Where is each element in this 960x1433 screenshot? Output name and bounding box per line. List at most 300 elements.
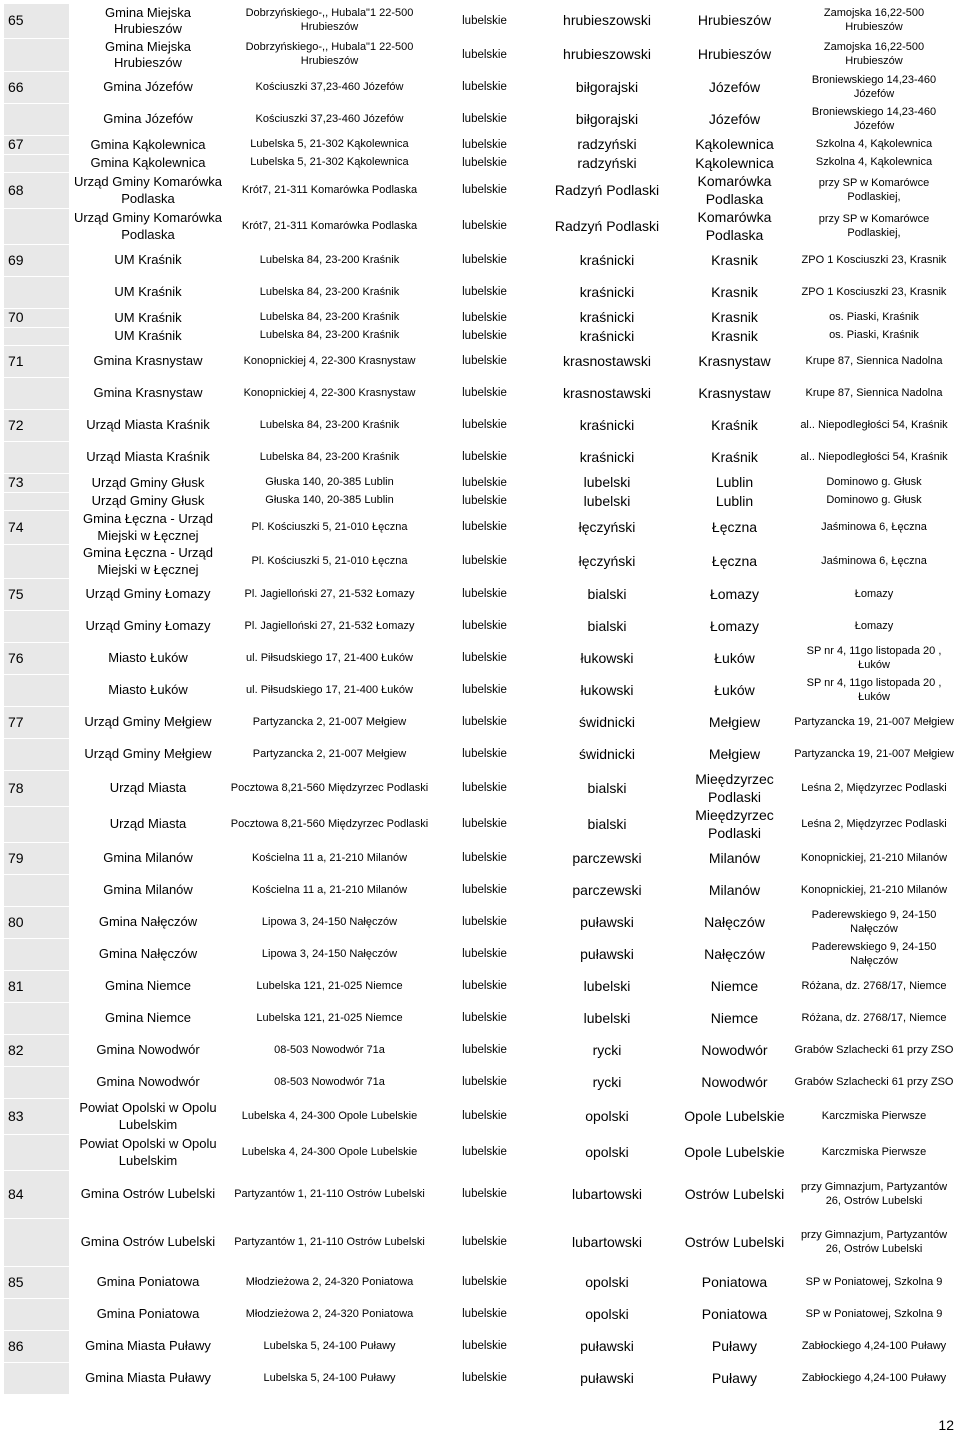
- table-row: [4, 1099, 956, 1135]
- table-row: [4, 1267, 956, 1299]
- municipality-cell: Puławy: [677, 1363, 792, 1395]
- municipality-cell: Nowodwór: [677, 1067, 792, 1099]
- entity-name-cell: Urząd Gminy Komarówka Podlaska: [69, 173, 227, 209]
- voivodeship-cell: lubelskie: [432, 771, 537, 807]
- municipality-cell: Łęczna: [677, 545, 792, 579]
- entity-name-cell: Urząd Gminy Łomazy: [69, 611, 227, 643]
- table-row: [4, 72, 956, 104]
- voivodeship-cell: lubelskie: [432, 1299, 537, 1331]
- table-row: [4, 104, 956, 136]
- entity-name-cell: Gmina Nowodwór: [69, 1035, 227, 1067]
- voivodeship-cell: lubelskie: [432, 511, 537, 545]
- table-row: [4, 875, 956, 907]
- table-row: [4, 277, 956, 309]
- entity-address-cell: Kościuszki 37,23-460 Józefów: [227, 72, 432, 104]
- entity-name-cell: Gmina Miejska Hrubieszów: [69, 4, 227, 38]
- row-number-cell: 84: [4, 1171, 69, 1219]
- voivodeship-cell: lubelskie: [432, 378, 537, 410]
- table-row: [4, 971, 956, 1003]
- location-cell: SP nr 4, 11go listopada 20 , Łuków: [792, 675, 956, 707]
- entity-address-cell: Lubelska 5, 21-302 Kąkolewnica: [227, 136, 432, 155]
- county-cell: rycki: [537, 1035, 677, 1067]
- row-number-cell: 74: [4, 511, 69, 545]
- entity-name-cell: Gmina Nałęczów: [69, 939, 227, 971]
- entity-address-cell: ul. Piłsudskiego 17, 21-400 Łuków: [227, 675, 432, 707]
- county-cell: puławski: [537, 1331, 677, 1363]
- voivodeship-cell: lubelskie: [432, 72, 537, 104]
- row-number-cell: [4, 104, 69, 136]
- row-number-cell: [4, 154, 69, 173]
- municipality-cell: Ostrów Lubelski: [677, 1219, 792, 1267]
- entity-address-cell: Lubelska 4, 24-300 Opole Lubelskie: [227, 1099, 432, 1135]
- voivodeship-cell: lubelskie: [432, 1171, 537, 1219]
- location-cell: al.. Niepodległości 54, Kraśnik: [792, 410, 956, 442]
- table-row: [4, 1035, 956, 1067]
- county-cell: lubelski: [537, 492, 677, 511]
- entity-address-cell: Lubelska 4, 24-300 Opole Lubelskie: [227, 1135, 432, 1171]
- entity-name-cell: Gmina Krasnystaw: [69, 346, 227, 378]
- entity-address-cell: Konopnickiej 4, 22-300 Krasnystaw: [227, 378, 432, 410]
- entity-name-cell: Gmina Kąkolewnica: [69, 136, 227, 155]
- entity-address-cell: Pl. Kościuszki 5, 21-010 Łęczna: [227, 545, 432, 579]
- row-number-cell: 85: [4, 1267, 69, 1299]
- entity-address-cell: Kościelna 11 a, 21-210 Milanów: [227, 875, 432, 907]
- location-cell: Różana, dz. 2768/17, Niemce: [792, 1003, 956, 1035]
- row-number-cell: 66: [4, 72, 69, 104]
- municipality-cell: Łuków: [677, 675, 792, 707]
- entity-address-cell: Lubelska 5, 21-302 Kąkolewnica: [227, 154, 432, 173]
- entity-address-cell: Lubelska 121, 21-025 Niemce: [227, 1003, 432, 1035]
- county-cell: puławski: [537, 939, 677, 971]
- table-row: [4, 511, 956, 545]
- row-number-cell: [4, 739, 69, 771]
- row-number-cell: 86: [4, 1331, 69, 1363]
- entity-name-cell: UM Kraśnik: [69, 245, 227, 277]
- voivodeship-cell: lubelskie: [432, 739, 537, 771]
- location-cell: Karczmiska Pierwsze: [792, 1135, 956, 1171]
- entity-address-cell: Głuska 140, 20-385 Lublin: [227, 474, 432, 493]
- county-cell: hrubieszowski: [537, 38, 677, 72]
- location-cell: SP w Poniatowej, Szkolna 9: [792, 1299, 956, 1331]
- voivodeship-cell: lubelskie: [432, 327, 537, 346]
- entity-name-cell: Urząd Gminy Komarówka Podlaska: [69, 209, 227, 245]
- municipality-cell: Kąkolewnica: [677, 154, 792, 173]
- location-cell: Paderewskiego 9, 24-150 Nałęczów: [792, 939, 956, 971]
- county-cell: krasnostawski: [537, 378, 677, 410]
- county-cell: puławski: [537, 907, 677, 939]
- entity-name-cell: Gmina Kąkolewnica: [69, 154, 227, 173]
- entity-name-cell: Urząd Gminy Mełgiew: [69, 707, 227, 739]
- location-cell: Konopnickiej, 21-210 Milanów: [792, 843, 956, 875]
- entity-address-cell: 08-503 Nowodwór 71a: [227, 1035, 432, 1067]
- entity-address-cell: Pocztowa 8,21-560 Międzyrzec Podlaski: [227, 807, 432, 843]
- municipality-cell: Krasnik: [677, 277, 792, 309]
- county-cell: rycki: [537, 1067, 677, 1099]
- table-row: [4, 1331, 956, 1363]
- table-row: [4, 154, 956, 173]
- table-row: [4, 474, 956, 493]
- municipality-cell: Niemce: [677, 1003, 792, 1035]
- table-row: [4, 843, 956, 875]
- row-number-cell: 72: [4, 410, 69, 442]
- entity-address-cell: Lubelska 121, 21-025 Niemce: [227, 971, 432, 1003]
- voivodeship-cell: lubelskie: [432, 807, 537, 843]
- row-number-cell: 81: [4, 971, 69, 1003]
- municipality-cell: Mieędzyrzec Podlaski: [677, 807, 792, 843]
- entity-name-cell: Gmina Milanów: [69, 843, 227, 875]
- voivodeship-cell: lubelskie: [432, 875, 537, 907]
- voivodeship-cell: lubelskie: [432, 410, 537, 442]
- voivodeship-cell: lubelskie: [432, 492, 537, 511]
- row-number-cell: [4, 209, 69, 245]
- voivodeship-cell: lubelskie: [432, 309, 537, 328]
- location-cell: Łomazy: [792, 579, 956, 611]
- location-cell: Dominowo g. Głusk: [792, 492, 956, 511]
- municipality-cell: Hrubieszów: [677, 38, 792, 72]
- entity-address-cell: Młodzieżowa 2, 24-320 Poniatowa: [227, 1299, 432, 1331]
- municipality-cell: Kraśnik: [677, 442, 792, 474]
- county-cell: bialski: [537, 579, 677, 611]
- entity-name-cell: Gmina Ostrów Lubelski: [69, 1219, 227, 1267]
- location-cell: SP w Poniatowej, Szkolna 9: [792, 1267, 956, 1299]
- table-row: [4, 209, 956, 245]
- table-row: [4, 245, 956, 277]
- voivodeship-cell: lubelskie: [432, 1003, 537, 1035]
- location-cell: Konopnickiej, 21-210 Milanów: [792, 875, 956, 907]
- table-row: [4, 1171, 956, 1219]
- county-cell: łukowski: [537, 643, 677, 675]
- entity-name-cell: UM Kraśnik: [69, 277, 227, 309]
- entity-name-cell: Urząd Miasta: [69, 771, 227, 807]
- table-row: [4, 4, 956, 38]
- entity-name-cell: Miasto Łuków: [69, 643, 227, 675]
- voivodeship-cell: lubelskie: [432, 707, 537, 739]
- row-number-cell: [4, 1067, 69, 1099]
- municipality-cell: Komarówka Podlaska: [677, 173, 792, 209]
- entity-address-cell: ul. Piłsudskiego 17, 21-400 Łuków: [227, 643, 432, 675]
- location-cell: przy Gimnazjum, Partyzantów 26, Ostrów Lubelski: [792, 1219, 956, 1267]
- location-cell: ZPO 1 Kosciuszki 23, Krasnik: [792, 245, 956, 277]
- page-number: 12: [938, 1417, 954, 1433]
- entity-address-cell: Dobrzyńskiego-,, Hubala"1 22-500 Hrubieszów: [227, 4, 432, 38]
- row-number-cell: [4, 1135, 69, 1171]
- location-cell: Zamojska 16,22-500 Hrubieszów: [792, 4, 956, 38]
- county-cell: kraśnicki: [537, 245, 677, 277]
- entity-name-cell: Powiat Opolski w Opolu Lubelskim: [69, 1099, 227, 1135]
- entity-address-cell: Pl. Jagielloński 27, 21-532 Łomazy: [227, 611, 432, 643]
- location-cell: Szkolna 4, Kąkolewnica: [792, 154, 956, 173]
- municipality-cell: Poniatowa: [677, 1299, 792, 1331]
- table-row: [4, 309, 956, 328]
- voivodeship-cell: lubelskie: [432, 154, 537, 173]
- row-number-cell: [4, 545, 69, 579]
- municipality-cell: Józefów: [677, 72, 792, 104]
- entity-address-cell: Krót7, 21-311 Komarówka Podlaska: [227, 173, 432, 209]
- row-number-cell: [4, 327, 69, 346]
- voivodeship-cell: lubelskie: [432, 1135, 537, 1171]
- row-number-cell: [4, 38, 69, 72]
- location-cell: Różana, dz. 2768/17, Niemce: [792, 971, 956, 1003]
- table-row: [4, 807, 956, 843]
- row-number-cell: 79: [4, 843, 69, 875]
- voivodeship-cell: lubelskie: [432, 1219, 537, 1267]
- row-number-cell: [4, 1219, 69, 1267]
- location-cell: Szkolna 4, Kąkolewnica: [792, 136, 956, 155]
- municipality-cell: Łuków: [677, 643, 792, 675]
- municipality-cell: Mełgiew: [677, 739, 792, 771]
- entity-name-cell: Urząd Gminy Mełgiew: [69, 739, 227, 771]
- row-number-cell: [4, 1363, 69, 1395]
- county-cell: łęczyński: [537, 545, 677, 579]
- table-row: [4, 1219, 956, 1267]
- entity-name-cell: Gmina Ostrów Lubelski: [69, 1171, 227, 1219]
- voivodeship-cell: lubelskie: [432, 1099, 537, 1135]
- location-cell: Leśna 2, Międzyrzec Podlaski: [792, 771, 956, 807]
- row-number-cell: [4, 875, 69, 907]
- entity-name-cell: Gmina Niemce: [69, 1003, 227, 1035]
- entity-address-cell: Krót7, 21-311 Komarówka Podlaska: [227, 209, 432, 245]
- county-cell: Radzyń Podlaski: [537, 209, 677, 245]
- municipality-cell: Kąkolewnica: [677, 136, 792, 155]
- entity-address-cell: Lubelska 5, 24-100 Puławy: [227, 1363, 432, 1395]
- voivodeship-cell: lubelskie: [432, 907, 537, 939]
- county-cell: świdnicki: [537, 739, 677, 771]
- entity-name-cell: Urząd Miasta Kraśnik: [69, 442, 227, 474]
- entity-address-cell: Lubelska 5, 24-100 Puławy: [227, 1331, 432, 1363]
- table-row: [4, 173, 956, 209]
- entity-name-cell: Urząd Miasta: [69, 807, 227, 843]
- municipality-cell: Krasnik: [677, 327, 792, 346]
- location-cell: al.. Niepodległości 54, Kraśnik: [792, 442, 956, 474]
- entity-name-cell: Gmina Józefów: [69, 104, 227, 136]
- municipality-cell: Krasnik: [677, 245, 792, 277]
- table-row: [4, 327, 956, 346]
- county-cell: świdnicki: [537, 707, 677, 739]
- voivodeship-cell: lubelskie: [432, 277, 537, 309]
- row-number-cell: 73: [4, 474, 69, 493]
- entity-address-cell: 08-503 Nowodwór 71a: [227, 1067, 432, 1099]
- table-row: [4, 346, 956, 378]
- voivodeship-cell: lubelskie: [432, 1363, 537, 1395]
- entity-name-cell: Gmina Łęczna - Urząd Miejski w Łęcznej: [69, 511, 227, 545]
- entity-name-cell: Urząd Gminy Głusk: [69, 492, 227, 511]
- entity-name-cell: Gmina Miasta Puławy: [69, 1363, 227, 1395]
- voivodeship-cell: lubelskie: [432, 1067, 537, 1099]
- entity-address-cell: Lubelska 84, 23-200 Kraśnik: [227, 277, 432, 309]
- voivodeship-cell: lubelskie: [432, 1331, 537, 1363]
- voivodeship-cell: lubelskie: [432, 1035, 537, 1067]
- entity-address-cell: Lipowa 3, 24-150 Nałęczów: [227, 939, 432, 971]
- entity-address-cell: Lubelska 84, 23-200 Kraśnik: [227, 309, 432, 328]
- row-number-cell: 82: [4, 1035, 69, 1067]
- location-cell: Zabłockiego 4,24-100 Puławy: [792, 1331, 956, 1363]
- voivodeship-cell: lubelskie: [432, 346, 537, 378]
- entity-name-cell: UM Kraśnik: [69, 309, 227, 328]
- entity-name-cell: Gmina Krasnystaw: [69, 378, 227, 410]
- table-row: [4, 611, 956, 643]
- location-cell: Leśna 2, Międzyrzec Podlaski: [792, 807, 956, 843]
- row-number-cell: 71: [4, 346, 69, 378]
- row-number-cell: [4, 807, 69, 843]
- location-cell: przy Gimnazjum, Partyzantów 26, Ostrów Lubelski: [792, 1171, 956, 1219]
- municipality-cell: Kraśnik: [677, 410, 792, 442]
- municipality-cell: Krasnystaw: [677, 378, 792, 410]
- table-row: [4, 1363, 956, 1395]
- county-cell: krasnostawski: [537, 346, 677, 378]
- voivodeship-cell: lubelskie: [432, 173, 537, 209]
- table-row: [4, 675, 956, 707]
- entity-address-cell: Kościelna 11 a, 21-210 Milanów: [227, 843, 432, 875]
- entity-name-cell: Urząd Gminy Głusk: [69, 474, 227, 493]
- county-cell: bialski: [537, 807, 677, 843]
- location-cell: SP nr 4, 11go listopada 20 , Łuków: [792, 643, 956, 675]
- entity-address-cell: Lubelska 84, 23-200 Kraśnik: [227, 410, 432, 442]
- county-cell: radzyński: [537, 154, 677, 173]
- location-cell: Dominowo g. Głusk: [792, 474, 956, 493]
- row-number-cell: [4, 277, 69, 309]
- entity-name-cell: Gmina Nowodwór: [69, 1067, 227, 1099]
- location-cell: przy SP w Komarówce Podlaskiej,: [792, 173, 956, 209]
- entity-address-cell: Dobrzyńskiego-,, Hubala"1 22-500 Hrubieszów: [227, 38, 432, 72]
- county-cell: biłgorajski: [537, 104, 677, 136]
- county-cell: parczewski: [537, 843, 677, 875]
- table-row: [4, 579, 956, 611]
- location-cell: Broniewskiego 14,23-460 Józefów: [792, 104, 956, 136]
- voivodeship-cell: lubelskie: [432, 611, 537, 643]
- municipality-cell: Lublin: [677, 474, 792, 493]
- row-number-cell: [4, 378, 69, 410]
- county-cell: puławski: [537, 1363, 677, 1395]
- municipality-cell: Komarówka Podlaska: [677, 209, 792, 245]
- entity-address-cell: Lubelska 84, 23-200 Kraśnik: [227, 245, 432, 277]
- table-row: [4, 739, 956, 771]
- location-cell: Partyzancka 19, 21-007 Mełgiew: [792, 707, 956, 739]
- entity-name-cell: Gmina Miasta Puławy: [69, 1331, 227, 1363]
- entity-name-cell: Miasto Łuków: [69, 675, 227, 707]
- county-cell: kraśnicki: [537, 327, 677, 346]
- entity-name-cell: Urząd Miasta Kraśnik: [69, 410, 227, 442]
- row-number-cell: 83: [4, 1099, 69, 1135]
- location-cell: Grabów Szlachecki 61 przy ZSO: [792, 1067, 956, 1099]
- table-row: [4, 410, 956, 442]
- municipality-cell: Poniatowa: [677, 1267, 792, 1299]
- entity-name-cell: Gmina Nałęczów: [69, 907, 227, 939]
- municipality-cell: Hrubieszów: [677, 4, 792, 38]
- county-cell: radzyński: [537, 136, 677, 155]
- table-row: [4, 492, 956, 511]
- location-cell: ZPO 1 Kosciuszki 23, Krasnik: [792, 277, 956, 309]
- entity-address-cell: Partyzancka 2, 21-007 Mełgiew: [227, 707, 432, 739]
- row-number-cell: 65: [4, 4, 69, 38]
- register-table: [4, 4, 956, 1395]
- table-row: [4, 1299, 956, 1331]
- row-number-cell: 69: [4, 245, 69, 277]
- table-row: [4, 643, 956, 675]
- register-table-container: [4, 4, 956, 1395]
- municipality-cell: Łęczna: [677, 511, 792, 545]
- municipality-cell: Lublin: [677, 492, 792, 511]
- county-cell: bialski: [537, 611, 677, 643]
- table-row: [4, 136, 956, 155]
- county-cell: bialski: [537, 771, 677, 807]
- county-cell: kraśnicki: [537, 442, 677, 474]
- table-row: [4, 907, 956, 939]
- county-cell: parczewski: [537, 875, 677, 907]
- voivodeship-cell: lubelskie: [432, 643, 537, 675]
- entity-address-cell: Lipowa 3, 24-150 Nałęczów: [227, 907, 432, 939]
- row-number-cell: 67: [4, 136, 69, 155]
- municipality-cell: Mełgiew: [677, 707, 792, 739]
- municipality-cell: Nałęczów: [677, 907, 792, 939]
- voivodeship-cell: lubelskie: [432, 939, 537, 971]
- location-cell: Zabłockiego 4,24-100 Puławy: [792, 1363, 956, 1395]
- municipality-cell: Mieędzyrzec Podlaski: [677, 771, 792, 807]
- entity-name-cell: Gmina Józefów: [69, 72, 227, 104]
- entity-address-cell: Pl. Jagielloński 27, 21-532 Łomazy: [227, 579, 432, 611]
- voivodeship-cell: lubelskie: [432, 971, 537, 1003]
- entity-name-cell: Powiat Opolski w Opolu Lubelskim: [69, 1135, 227, 1171]
- table-row: [4, 38, 956, 72]
- table-row: [4, 771, 956, 807]
- voivodeship-cell: lubelskie: [432, 1267, 537, 1299]
- municipality-cell: Milanów: [677, 843, 792, 875]
- row-number-cell: [4, 1003, 69, 1035]
- voivodeship-cell: lubelskie: [432, 209, 537, 245]
- location-cell: Broniewskiego 14,23-460 Józefów: [792, 72, 956, 104]
- row-number-cell: [4, 939, 69, 971]
- row-number-cell: 77: [4, 707, 69, 739]
- table-row: [4, 1067, 956, 1099]
- entity-name-cell: Gmina Łęczna - Urząd Miejski w Łęcznej: [69, 545, 227, 579]
- location-cell: Krupe 87, Siennica Nadolna: [792, 378, 956, 410]
- row-number-cell: 78: [4, 771, 69, 807]
- voivodeship-cell: lubelskie: [432, 4, 537, 38]
- location-cell: Partyzancka 19, 21-007 Mełgiew: [792, 739, 956, 771]
- municipality-cell: Milanów: [677, 875, 792, 907]
- voivodeship-cell: lubelskie: [432, 545, 537, 579]
- county-cell: lubartowski: [537, 1171, 677, 1219]
- voivodeship-cell: lubelskie: [432, 245, 537, 277]
- location-cell: Karczmiska Pierwsze: [792, 1099, 956, 1135]
- municipality-cell: Opole Lubelskie: [677, 1099, 792, 1135]
- entity-name-cell: Urząd Gminy Łomazy: [69, 579, 227, 611]
- municipality-cell: Józefów: [677, 104, 792, 136]
- entity-address-cell: Kościuszki 37,23-460 Józefów: [227, 104, 432, 136]
- location-cell: Grabów Szlachecki 61 przy ZSO: [792, 1035, 956, 1067]
- voivodeship-cell: lubelskie: [432, 104, 537, 136]
- county-cell: lubelski: [537, 474, 677, 493]
- municipality-cell: Puławy: [677, 1331, 792, 1363]
- row-number-cell: 80: [4, 907, 69, 939]
- municipality-cell: Nowodwór: [677, 1035, 792, 1067]
- entity-name-cell: UM Kraśnik: [69, 327, 227, 346]
- entity-address-cell: Partyzantów 1, 21-110 Ostrów Lubelski: [227, 1219, 432, 1267]
- table-row: [4, 1135, 956, 1171]
- entity-address-cell: Lubelska 84, 23-200 Kraśnik: [227, 442, 432, 474]
- county-cell: opolski: [537, 1135, 677, 1171]
- entity-name-cell: Gmina Niemce: [69, 971, 227, 1003]
- row-number-cell: 75: [4, 579, 69, 611]
- voivodeship-cell: lubelskie: [432, 474, 537, 493]
- location-cell: Zamojska 16,22-500 Hrubieszów: [792, 38, 956, 72]
- table-row: [4, 707, 956, 739]
- county-cell: biłgorajski: [537, 72, 677, 104]
- municipality-cell: Niemce: [677, 971, 792, 1003]
- municipality-cell: Nałęczów: [677, 939, 792, 971]
- entity-address-cell: Głuska 140, 20-385 Lublin: [227, 492, 432, 511]
- entity-address-cell: Młodzieżowa 2, 24-320 Poniatowa: [227, 1267, 432, 1299]
- voivodeship-cell: lubelskie: [432, 38, 537, 72]
